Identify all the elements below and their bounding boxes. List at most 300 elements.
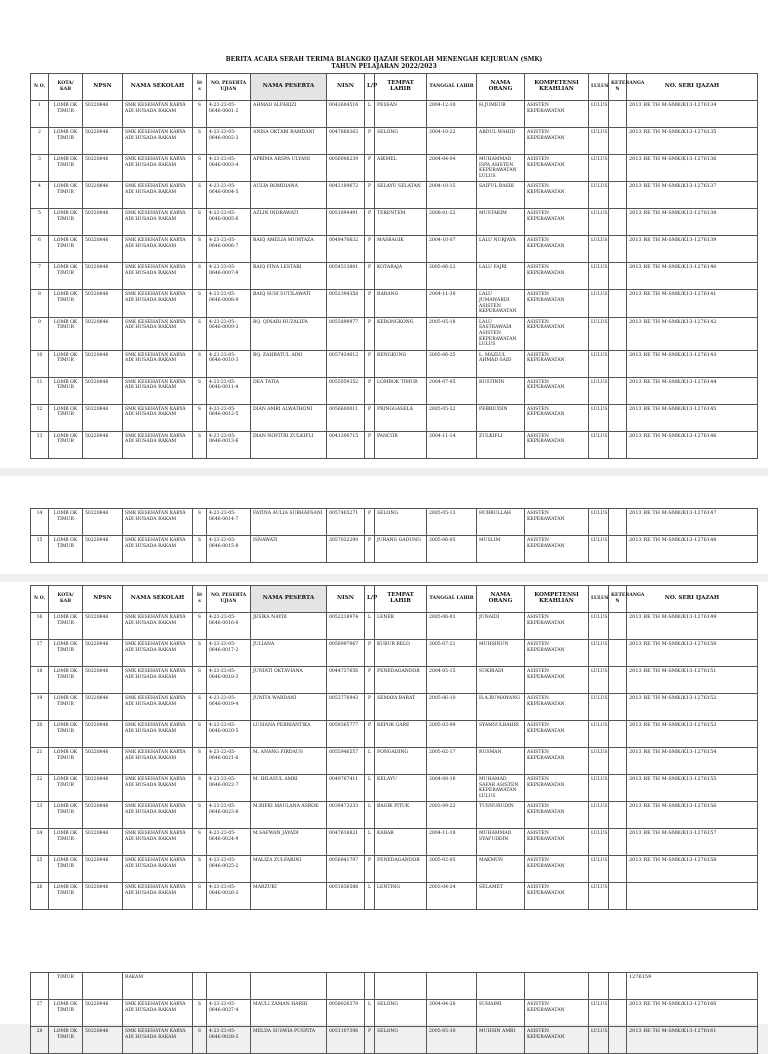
row-kompetensi: ASISTEN KEPERAWATAN (525, 209, 589, 236)
row-nama: MARZUKI (251, 883, 327, 910)
header-kota: KOTA/ KAB (49, 74, 83, 101)
row-seri: 2013 RE TH M-SMK/K13-1276135 (627, 128, 758, 155)
row-no: 20 (31, 721, 49, 748)
row-ket (609, 1027, 627, 1054)
row-no: 11 (31, 377, 49, 404)
table-header-3 (31, 586, 758, 613)
row-nisn: 0043109672 (327, 182, 365, 209)
row-ket (609, 509, 627, 536)
row-tempat: RARANG (375, 290, 427, 317)
row-lp (365, 973, 375, 1000)
row-peserta: 4-23-23-05-0646-0003-4 (207, 155, 251, 182)
row-nama: BQ. QINARI HUZALIFA (251, 317, 327, 350)
row-tgl: 2005-06-05 (427, 536, 477, 563)
header-st: St s (193, 586, 207, 613)
row-ket (609, 101, 627, 128)
row-lulus: LULUS (589, 101, 609, 128)
row-tgl: 2005-06-22 (427, 263, 477, 290)
table-row (31, 1000, 758, 1027)
table-row (31, 883, 758, 910)
row-nama: ANISA OKTARI RAMDANI (251, 128, 327, 155)
row-ortu: ABDUL WAHID (477, 128, 525, 155)
row-ket (609, 748, 627, 775)
row-kompetensi: ASISTEN KEPERAWATAN (525, 263, 589, 290)
row-nama: AULIA ROMDIANA (251, 182, 327, 209)
row-ket (609, 883, 627, 910)
row-seri: 2013 RE TH M-SMK/K13-1276144 (627, 377, 758, 404)
header-tanggal: TANGGAL LAHIR (427, 74, 477, 101)
row-ket (609, 1000, 627, 1027)
row-tgl: 2005-07-21 (427, 640, 477, 667)
row-tempat: TERENTEM (375, 209, 427, 236)
row-npsn: 50220646 (83, 694, 123, 721)
header-nisn: NISN (327, 74, 365, 101)
row-st: S (193, 209, 207, 236)
row-lulus: LULUS (589, 856, 609, 883)
row-ortu: ZULKIFLI (477, 431, 525, 458)
row-tempat: MASBAGIK (375, 236, 427, 263)
header-nama: NAMA PESERTA (251, 586, 327, 613)
row-tempat: SELONG (375, 1000, 427, 1027)
row-peserta: 4-23-23-05-0646-0006-7 (207, 236, 251, 263)
row-seri (627, 883, 758, 910)
row-tgl: 2005-02-05 (427, 856, 477, 883)
row-lp: L (365, 802, 375, 829)
row-ket (609, 667, 627, 694)
row-kompetensi: ASISTEN KEPERAWATAN (525, 377, 589, 404)
row-kompetensi: ASISTEN KEPERAWATAN (525, 290, 589, 317)
table-body-1 (31, 101, 758, 459)
row-kompetensi: ASISTEN KEPERAWATAN (525, 155, 589, 182)
row-npsn: 50220646 (83, 377, 123, 404)
header-nisn: NISN (327, 586, 365, 613)
header-seri: NO. SERI IJAZAH (627, 74, 758, 101)
row-nisn (327, 973, 365, 1000)
row-ortu: LALU FAJRI (477, 263, 525, 290)
row-kompetensi: ASISTEN KEPERAWATAN (525, 128, 589, 155)
row-ortu: MUSTAKIM (477, 209, 525, 236)
row-no: 5 (31, 209, 49, 236)
row-kompetensi: ASISTEN KEPERAWATAN (525, 404, 589, 431)
row-peserta: 4-23-23-05-0646-0022-7 (207, 775, 251, 802)
row-nama: LUSIANA PEBRIANTIKA (251, 721, 327, 748)
row-tgl: 2003-04-24 (427, 883, 477, 910)
row-nisn: 0049767411 (327, 775, 365, 802)
row-kota: LOMB OK TIMUR (49, 236, 83, 263)
row-nisn: 0057465271 (327, 509, 365, 536)
row-nama: DIAN NOFITRI ZULKIFLI (251, 431, 327, 458)
table-row (31, 404, 758, 431)
row-ket (609, 775, 627, 802)
row-ortu: MUHAMMAD ISPA ASISTEN KEPERAWATAN LULUS (477, 155, 525, 182)
row-sekolah: SMK KESEHATAN KARYA ADI HUSADA RAKAM (123, 377, 193, 404)
row-kompetensi: ASISTEN KEPERAWATAN (525, 802, 589, 829)
row-seri: 2013 RE TH M-SMK/K13-1276154 (627, 748, 758, 775)
row-kota: LOMB OK TIMUR (49, 317, 83, 350)
header-lulus: LULUS (589, 74, 609, 101)
row-npsn: 50220646 (83, 829, 123, 856)
row-tempat: LOMBOK TIMUR (375, 377, 427, 404)
row-st: S (193, 509, 207, 536)
row-tgl: 2004-11-30 (427, 290, 477, 317)
row-nisn: 0053776943 (327, 694, 365, 721)
row-lp: P (365, 350, 375, 377)
row-tgl: 2003-09-22 (427, 802, 477, 829)
row-ortu: SELAMET (477, 883, 525, 910)
table-page-1 (30, 73, 758, 459)
row-peserta: 4-23-23-05-0646-0002-3 (207, 128, 251, 155)
row-lp: P (365, 536, 375, 563)
header-ortu: NAMA ORANG (477, 586, 525, 613)
row-tempat: BAGIK PITUK (375, 802, 427, 829)
row-lulus: LULUS (589, 883, 609, 910)
page-1 (0, 0, 768, 468)
row-kota: LOMB OK TIMUR (49, 290, 83, 317)
row-kota: LOMB OK TIMUR (49, 263, 83, 290)
row-lulus: LULUS (589, 802, 609, 829)
row-sekolah: SMK KESEHATAN KARYA ADI HUSADA RAKAM (123, 802, 193, 829)
row-tempat: SELONG (375, 1027, 427, 1054)
row-kota: LOMB OK TIMUR (49, 721, 83, 748)
header-row (31, 586, 758, 613)
row-seri: 2013 RE TH M-SMK/K13-1276146 (627, 431, 758, 458)
table-row (31, 613, 758, 640)
table-row (31, 640, 758, 667)
row-tempat: KABAR (375, 829, 427, 856)
row-lulus: LULUS (589, 721, 609, 748)
header-npsn: NPSN (83, 74, 123, 101)
row-kompetensi: ASISTEN KEPERAWATAN (525, 775, 589, 802)
row-peserta: 4-23-23-05-0646-0016-9 (207, 613, 251, 640)
row-ortu: H.A.RUMAWANG (477, 694, 525, 721)
row-no: 22 (31, 775, 49, 802)
row-lp: L (365, 775, 375, 802)
row-nama: MAULI ZAMAN HARIR (251, 1000, 327, 1027)
row-nisn: 0055899977 (327, 317, 365, 350)
row-peserta: 4-23-23-05-0646-0010-3 (207, 350, 251, 377)
row-lp: P (365, 431, 375, 458)
row-ket (609, 802, 627, 829)
row-nama: JUNITA WARDANI (251, 694, 327, 721)
document-title: BERITA ACARA SERAH TERIMA BLANGKO IJAZAH SEKOLAH MENENGAH KEJURUAN (SMK) (225, 56, 543, 63)
row-kompetensi: ASISTEN KEPERAWATAN (525, 748, 589, 775)
row-tempat: KERONGKONG (375, 317, 427, 350)
row-peserta: 4-23-23-05-0646-0019-4 (207, 694, 251, 721)
table-body-4 (31, 973, 758, 1054)
row-no: 23 (31, 802, 49, 829)
row-nama: M. ANANG FIRDAUS (251, 748, 327, 775)
row-tempat: KUBUR BELO (375, 640, 427, 667)
row-tgl: 2004-11-18 (427, 829, 477, 856)
row-npsn: 50220646 (83, 667, 123, 694)
row-ket (609, 317, 627, 350)
header-tempat: TEMPAT LAHIR (375, 586, 427, 613)
row-kompetensi (525, 973, 589, 1000)
row-lulus: LULUS (589, 290, 609, 317)
row-npsn: 50220646 (83, 536, 123, 563)
table-row (31, 694, 758, 721)
table-row (31, 350, 758, 377)
row-no: 25 (31, 856, 49, 883)
row-seri: 2013 RE TH M-SMK/K13-1276150 (627, 640, 758, 667)
row-lp: P (365, 128, 375, 155)
row-st: S (193, 721, 207, 748)
header-peserta_no: NO. PESERTA UJIAN (207, 586, 251, 613)
row-sekolah: SMK KESEHATAN KARYA ADI HUSADA RAKAM (123, 101, 193, 128)
row-lp: P (365, 404, 375, 431)
row-seri: 2013 RE TH M-SMK/K13-1276157 (627, 829, 758, 856)
row-nisn: 0052394358 (327, 290, 365, 317)
header-tanggal: TANGGAL LAHIR (427, 586, 477, 613)
table-row (31, 829, 758, 856)
row-lp: P (365, 640, 375, 667)
row-ket (609, 973, 627, 1000)
row-lulus: LULUS (589, 182, 609, 209)
row-kompetensi: ASISTEN KEPERAWATAN (525, 236, 589, 263)
row-lulus: LULUS (589, 613, 609, 640)
row-npsn: 50220646 (83, 802, 123, 829)
row-lulus (589, 973, 609, 1000)
row-kota: LOMB OK TIMUR (49, 377, 83, 404)
row-sekolah: SMK KESEHATAN KARYA ADI HUSADA RAKAM (123, 509, 193, 536)
row-lulus: LULUS (589, 155, 609, 182)
row-no: 8 (31, 290, 49, 317)
row-lulus: LULUS (589, 431, 609, 458)
row-ket (609, 128, 627, 155)
row-seri: 2013 RE TH M-SMK/K13-1276152 (627, 694, 758, 721)
row-kota: LOMB OK TIMUR (49, 350, 83, 377)
row-tempat: PENEDAGANDOR (375, 667, 427, 694)
row-tgl: 2005-05-22 (427, 404, 477, 431)
row-ortu: LALU NURJAYA (477, 236, 525, 263)
row-nisn: 0051836586 (327, 883, 365, 910)
row-kompetensi: ASISTEN KEPERAWATAN (525, 613, 589, 640)
page-3 (0, 582, 768, 1040)
row-sekolah: SMK KESEHATAN KARYA ADI HUSADA RAKAM (123, 431, 193, 458)
table-row (31, 317, 758, 350)
row-lulus: LULUS (589, 1000, 609, 1027)
header-lulus: LULUS (589, 586, 609, 613)
table-row (31, 101, 758, 128)
row-peserta (207, 973, 251, 1000)
row-seri: 2013 RE TH M-SMK/K13-1276142 (627, 317, 758, 350)
row-seri: 2013 RE TH M-SMK/K13-1276158 (627, 856, 758, 883)
row-tgl: 2005-06-01 (427, 613, 477, 640)
row-no: 10 (31, 350, 49, 377)
row-lulus: LULUS (589, 829, 609, 856)
row-kompetensi: ASISTEN KEPERAWATAN (525, 317, 589, 350)
row-nisn: 0054513801 (327, 263, 365, 290)
row-peserta: 4-23-23-05-0646-0008-9 (207, 290, 251, 317)
row-ortu: MUHSIN AMRI (477, 1027, 525, 1054)
row-st: S (193, 350, 207, 377)
header-row (31, 74, 758, 101)
row-tempat: PRINGGASELA (375, 404, 427, 431)
row-lulus: LULUS (589, 748, 609, 775)
row-seri: 2013 RE TH M-SMK/K13-1276160 (627, 1000, 758, 1027)
row-no: 2 (31, 128, 49, 155)
row-peserta: 4-23-23-05-0646-0009-3 (207, 317, 251, 350)
row-sekolah: SMK KESEHATAN KARYA ADI HUSADA RAKAM (123, 829, 193, 856)
row-kota: LOMB OK TIMUR (49, 640, 83, 667)
row-peserta: 4-23-23-05-0646-0012-5 (207, 404, 251, 431)
row-lp: P (365, 1027, 375, 1054)
row-st: S (193, 431, 207, 458)
row-ket (609, 721, 627, 748)
table-row (31, 802, 758, 829)
row-nisn: 0041300715 (327, 431, 365, 458)
row-st: S (193, 775, 207, 802)
row-kompetensi: ASISTEN KEPERAWATAN (525, 350, 589, 377)
header-nama: NAMA PESERTA (251, 74, 327, 101)
row-seri: 2013 RE TH M-SMK/K13-1276148 (627, 536, 758, 563)
row-st: S (193, 694, 207, 721)
row-sekolah: SMK KESEHATAN KARYA ADI HUSADA RAKAM (123, 317, 193, 350)
row-ket (609, 694, 627, 721)
row-tempat: PESSAN (375, 101, 427, 128)
row-tempat: REPOK GARE (375, 721, 427, 748)
row-nama: AHMAD ALFARIZI (251, 101, 327, 128)
row-seri: 2013 RE TH M-SMK/K13-1276136 (627, 155, 758, 182)
table-row (31, 775, 758, 802)
row-no: 4 (31, 182, 49, 209)
row-tgl: 2004-04-04 (427, 155, 477, 182)
row-npsn: 50220646 (83, 883, 123, 910)
row-tempat: AIKMEL (375, 155, 427, 182)
row-npsn: 50220646 (83, 1000, 123, 1027)
row-ket (609, 404, 627, 431)
row-no: 3 (31, 155, 49, 182)
row-lp: P (365, 694, 375, 721)
row-nisn: 0039473233 (327, 802, 365, 829)
row-lp: P (365, 290, 375, 317)
row-ket (609, 431, 627, 458)
row-kota: LOMB OK TIMUR (49, 1027, 83, 1054)
row-sekolah: SMK KESEHATAN KARYA ADI HUSADA RAKAM (123, 1000, 193, 1027)
row-kompetensi: ASISTEN KEPERAWATAN (525, 721, 589, 748)
row-tempat: JURANG GADUNG (375, 536, 427, 563)
row-lulus: LULUS (589, 775, 609, 802)
row-kota: LOMB OK TIMUR (49, 613, 83, 640)
row-kompetensi: ASISTEN KEPERAWATAN (525, 640, 589, 667)
row-sekolah: SMK KESEHATAN KARYA ADI HUSADA RAKAM (123, 209, 193, 236)
row-lp: L (365, 613, 375, 640)
table-page-3 (30, 585, 758, 910)
row-tgl (427, 973, 477, 1000)
header-ket: KETERANGA N (609, 74, 627, 101)
table-row (31, 667, 758, 694)
row-kompetensi: ASISTEN KEPERAWATAN (525, 536, 589, 563)
row-ket (609, 209, 627, 236)
row-peserta: 4-23-23-05-0646-0004-5 (207, 182, 251, 209)
row-peserta: 4-23-23-05-0646-0025-2 (207, 856, 251, 883)
row-tgl: 2004-12-10 (427, 101, 477, 128)
row-st: S (193, 883, 207, 910)
row-ortu: HUBBULLAH (477, 509, 525, 536)
row-kota: LOMB OK TIMUR (49, 829, 83, 856)
row-seri: 2013 RE TH M-SMK/K13-1276141 (627, 290, 758, 317)
row-npsn: 50220646 (83, 775, 123, 802)
header-kompetensi: KOMPETENSI KEAHLIAN (525, 586, 589, 613)
row-sekolah: SMK KESEHATAN KARYA ADI HUSADA RAKAM (123, 721, 193, 748)
row-ortu: SUHAIMI (477, 1000, 525, 1027)
row-ket (609, 856, 627, 883)
row-seri: 2013 RE TH M-SMK/K13-1276151 (627, 667, 758, 694)
header-ket: KETERANGA N (609, 586, 627, 613)
row-npsn: 50220646 (83, 613, 123, 640)
row-nisn: 0056006239 (327, 155, 365, 182)
row-nama: APRIMA ARSPA ULYANI (251, 155, 327, 182)
row-nama: AZLIN INDRAWATI (251, 209, 327, 236)
row-kota: LOMB OK TIMUR (49, 431, 83, 458)
row-nama: MALIZA ZULFARINI (251, 856, 327, 883)
row-seri: 2013 RE TH M-SMK/K13-1276138 (627, 209, 758, 236)
row-ortu: RUSMAN (477, 748, 525, 775)
row-nama: JULIANA (251, 640, 327, 667)
row-nisn: 0043604516 (327, 101, 365, 128)
row-kompetensi: ASISTEN KEPERAWATAN (525, 856, 589, 883)
row-nama: M.SAFWAN JAYADI (251, 829, 327, 856)
row-nama: BAIQ FINA LESTARI (251, 263, 327, 290)
row-ortu: MUHAMAD SAFAR ASISTEN KEPERAWATAN LULUS (477, 775, 525, 802)
row-kota: LOMB OK TIMUR (49, 209, 83, 236)
table-row (31, 128, 758, 155)
row-tgl: 2005-03-09 (427, 721, 477, 748)
row-no: 15 (31, 536, 49, 563)
row-ortu: LALU SASTRAWADI ASISTEN KEPERAWATAN LULUS (477, 317, 525, 350)
row-nisn: 0055946557 (327, 748, 365, 775)
row-peserta: 4-23-23-05-0646-0005-6 (207, 209, 251, 236)
row-lp: P (365, 856, 375, 883)
row-npsn: 50220646 (83, 748, 123, 775)
row-st: S (193, 613, 207, 640)
row-nama: DEA TATIA (251, 377, 327, 404)
row-ortu: SAIFUL BASRI (477, 182, 525, 209)
table-row (31, 263, 758, 290)
row-sekolah: SMK KESEHATAN KARYA ADI HUSADA RAKAM (123, 182, 193, 209)
row-seri: 2013 RE TH M-SMK/K13-1276134 (627, 101, 758, 128)
table-row (31, 1027, 758, 1054)
row-tgl: 2005-06-10 (427, 694, 477, 721)
row-no: 18 (31, 667, 49, 694)
row-lp: P (365, 155, 375, 182)
row-kota: LOMB OK TIMUR (49, 128, 83, 155)
header-no: N O. (31, 74, 49, 101)
row-st: S (193, 829, 207, 856)
row-seri: 2013 RE TH M-SMK/K13-1276155 (627, 775, 758, 802)
row-tgl: 2004-10-22 (427, 128, 477, 155)
row-nama: JUNIATI OKTAVIANA (251, 667, 327, 694)
row-sekolah: SMK KESEHATAN KARYA ADI HUSADA RAKAM (123, 128, 193, 155)
row-st: S (193, 377, 207, 404)
row-peserta: 4-23-23-05-0646-0013-6 (207, 431, 251, 458)
table-row (31, 377, 758, 404)
row-ket (609, 263, 627, 290)
row-tgl: 2004-05-15 (427, 667, 477, 694)
row-sekolah: SMK KESEHATAN KARYA ADI HUSADA RAKAM (123, 1027, 193, 1054)
row-nama: MELDA SUSWIA PUSPITA (251, 1027, 327, 1054)
row-ket (609, 236, 627, 263)
row-nisn: 3057032290 (327, 536, 365, 563)
row-tempat: RENGKUNG (375, 350, 427, 377)
row-seri: 2013 RE TH M-SMK/K13-1276153 (627, 721, 758, 748)
row-no: 14 (31, 509, 49, 536)
row-nama: BAIQ SUSI SUTILAWATI (251, 290, 327, 317)
row-lp: L (365, 1000, 375, 1027)
row-no: 19 (31, 694, 49, 721)
row-peserta: 4-23-23-05-0646-0026-3 (207, 883, 251, 910)
row-lulus: LULUS (589, 317, 609, 350)
